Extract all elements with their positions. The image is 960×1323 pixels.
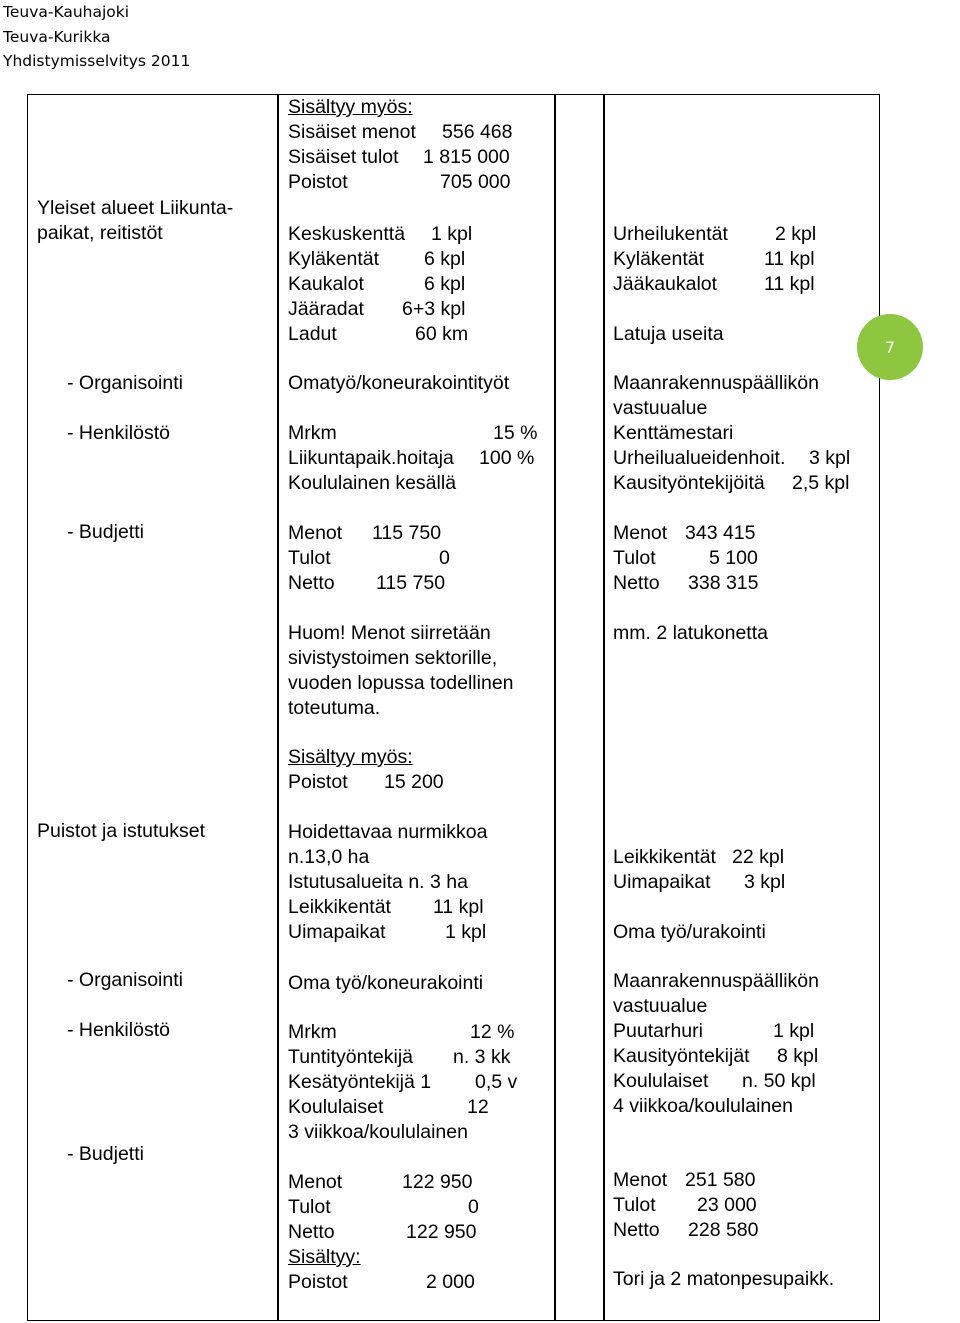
s1-budget-value: 115 750 (372, 522, 442, 544)
s1c3-budget-label: Netto (613, 572, 660, 594)
header-line-1: Teuva-Kauhajoki (3, 3, 130, 21)
s1-hoitaja-value: 100 % (479, 447, 535, 469)
s1c3-facility-value: 2 kpl (775, 223, 817, 245)
s1c3-latuja: Latuja useita (613, 323, 724, 345)
s2-uima-label: Uimapaikat (288, 921, 386, 943)
section2-organisointi: - Organisointi (67, 969, 183, 991)
s1-facility-value: 1 kpl (431, 223, 473, 245)
s1-organisointi-text: Omatyö/koneurakointityöt (288, 372, 510, 394)
header-line-2: Teuva-Kurikka (3, 27, 111, 46)
s2-kesa-label: Kesätyöntekijä 1 (288, 1071, 432, 1093)
s2c3-budget-value: 251 580 (685, 1169, 756, 1191)
s1-mrkm-value: 15 % (493, 422, 538, 444)
s1-facility-label: Keskuskenttä (288, 223, 406, 245)
s2-budget-value: 122 950 (402, 1171, 473, 1193)
s2c3-viikkoa: 4 viikkoa/koululainen (613, 1095, 793, 1117)
s1-sisaiset-tulot-label: Sisäiset tulot (288, 146, 399, 168)
section2-title: Puistot ja istutukset (37, 820, 205, 842)
s2-tunti-value: n. 3 kk (453, 1046, 511, 1068)
s1-facility-value: 6 kpl (424, 248, 466, 270)
s2-poistot-label: Poistot (288, 1271, 348, 1293)
s1-facility-value: 6 kpl (424, 273, 466, 295)
document-header (3, 0, 190, 74)
section2-budjetti: - Budjetti (67, 1143, 144, 1165)
s2-budget-label: Menot (288, 1171, 343, 1193)
s2c3-leikki-value: 22 kpl (732, 846, 785, 868)
s1c3-facility-label: Kyläkentät (613, 248, 705, 270)
s2-budget-value: 0 (468, 1196, 479, 1218)
s1-hoitaja-label: Liikuntapaik.hoitaja (288, 447, 454, 469)
s1c3-kaus-label: Kausityöntekijöitä (613, 472, 765, 494)
s1c3-note: mm. 2 latukonetta (613, 622, 768, 644)
page-number-badge: 7 (857, 314, 923, 380)
s1-sisaiset-menot-value: 556 468 (442, 121, 513, 143)
s2c3-note: Tori ja 2 matonpesupaikk. (613, 1268, 835, 1290)
s1-huom-line1: Huom! Menot siirretään (288, 622, 491, 644)
s1-poistot-label: Poistot (288, 171, 348, 193)
s2-mrkm-value: 12 % (470, 1021, 515, 1043)
s1c3-hoit-label: Urheilualueidenhoit. (613, 447, 786, 469)
section1-title-line2: paikat, reitistöt (37, 222, 163, 244)
s1c3-facility-value: 11 kpl (764, 273, 815, 295)
s1c3-resp-line1: Maanrakennuspäällikön (613, 372, 819, 394)
s1-huom-line3: vuoden lopussa todellinen (288, 672, 514, 694)
s1-huom-line4: toteutuma. (288, 697, 381, 719)
s2c3-koulu-label: Koululaiset (613, 1070, 709, 1092)
s1c3-hoit-value: 3 kpl (809, 447, 851, 469)
s2c3-kaus-value: 8 kpl (777, 1045, 819, 1067)
s1c3-kaus-value: 2,5 kpl (792, 472, 850, 494)
s2-budget-label: Netto (288, 1221, 335, 1243)
s1c3-facility-value: 11 kpl (764, 248, 815, 270)
s1-facility-label: Kyläkentät (288, 248, 380, 270)
s2c3-leikki-label: Leikkikentät (613, 846, 716, 868)
s1c3-facility-label: Jääkaukalot (613, 273, 718, 295)
s2c3-budget-label: Tulot (613, 1194, 656, 1216)
s1-facility-value: 60 km (415, 323, 469, 345)
s2c3-budget-label: Netto (613, 1219, 660, 1241)
s2-viikkoa: 3 viikkoa/koululainen (288, 1121, 468, 1143)
s1-mrkm-label: Mrkm (288, 422, 337, 444)
s2-budget-label: Tulot (288, 1196, 331, 1218)
s1-poistot-value: 705 000 (440, 171, 511, 193)
section1-henkilosto: - Henkilöstö (67, 422, 170, 444)
s2-poistot-value: 2 000 (426, 1271, 475, 1293)
s2-koulu-value: 12 (467, 1096, 489, 1118)
s1c3-budget-value: 343 415 (685, 522, 756, 544)
s1-sisaiset-menot-label: Sisäiset menot (288, 121, 416, 143)
s2-istutus: Istutusalueita n. 3 ha (288, 871, 468, 893)
s1c3-budget-label: Tulot (613, 547, 656, 569)
s2c3-budget-value: 228 580 (688, 1219, 759, 1241)
s1-poistot2-value: 15 200 (384, 771, 444, 793)
s1c3-budget-label: Menot (613, 522, 668, 544)
column-divider-3 (603, 95, 605, 1320)
s1-poistot2-label: Poistot (288, 771, 348, 793)
s1-sisaiset-tulot-value: 1 815 000 (423, 146, 510, 168)
s1c3-resp-line2: vastuualue (613, 397, 708, 419)
s2c3-uima-value: 3 kpl (744, 871, 786, 893)
s2-mrkm-label: Mrkm (288, 1021, 337, 1043)
s2c3-budget-value: 23 000 (697, 1194, 757, 1216)
column-divider-2 (554, 95, 556, 1320)
s1-sisaltyy-label: Sisältyy myös: (288, 96, 413, 118)
s2-nurmikko-line2: n.13,0 ha (288, 846, 370, 868)
s2-uima-value: 1 kpl (445, 921, 487, 943)
s2-kesa-value: 0,5 v (475, 1071, 518, 1093)
s1c3-kenttamestari: Kenttämestari (613, 422, 734, 444)
s1c3-budget-value: 5 100 (709, 547, 758, 569)
s2c3-uima-label: Uimapaikat (613, 871, 711, 893)
s1-budget-label: Menot (288, 522, 343, 544)
s2-organisointi-text: Oma työ/koneurakointi (288, 972, 484, 994)
s2c3-kaus-label: Kausityöntekijät (613, 1045, 750, 1067)
s1-facility-value: 6+3 kpl (402, 298, 466, 320)
s2c3-puutarhuri-label: Puutarhuri (613, 1020, 703, 1042)
s2c3-resp-line2: vastuualue (613, 995, 708, 1017)
s2-leikki-label: Leikkikentät (288, 896, 391, 918)
s1-budget-label: Tulot (288, 547, 331, 569)
s1c3-budget-value: 338 315 (688, 572, 759, 594)
s2-sisaltyy-label: Sisältyy: (288, 1246, 361, 1268)
header-line-3: Yhdistymisselvitys 2011 (3, 52, 191, 70)
s1-budget-value: 115 750 (376, 572, 446, 594)
s1-facility-label: Ladut (288, 323, 337, 345)
s2c3-koulu-value: n. 50 kpl (742, 1070, 816, 1092)
s1-sisaltyy2-label: Sisältyy myös: (288, 746, 413, 768)
s1-budget-label: Netto (288, 572, 335, 594)
s2-tunti-label: Tuntityöntekijä (288, 1046, 414, 1068)
s2-budget-value: 122 950 (406, 1221, 477, 1243)
s1-budget-value: 0 (439, 547, 450, 569)
s2c3-budget-label: Menot (613, 1169, 668, 1191)
s1-facility-label: Kaukalot (288, 273, 364, 295)
section1-title-line1: Yleiset alueet Liikunta- (37, 197, 234, 219)
s1-facility-label: Jääradat (288, 298, 364, 320)
section1-organisointi: - Organisointi (67, 372, 183, 394)
s1-koululainen: Koululainen kesällä (288, 472, 457, 494)
s2-nurmikko-line1: Hoidettavaa nurmikkoa (288, 821, 488, 843)
s2-koulu-label: Koululaiset (288, 1096, 384, 1118)
s2c3-resp-line1: Maanrakennuspäällikön (613, 970, 819, 992)
s2c3-oma: Oma työ/urakointi (613, 921, 766, 943)
section1-budjetti: - Budjetti (67, 521, 144, 543)
s1c3-facility-label: Urheilukentät (613, 223, 728, 245)
section2-henkilosto: - Henkilöstö (67, 1019, 170, 1041)
column-divider-1 (277, 95, 279, 1320)
s1-huom-line2: sivistystoimen sektorille, (288, 647, 498, 669)
s2c3-puutarhuri-value: 1 kpl (773, 1020, 815, 1042)
s2-leikki-value: 11 kpl (433, 896, 484, 918)
